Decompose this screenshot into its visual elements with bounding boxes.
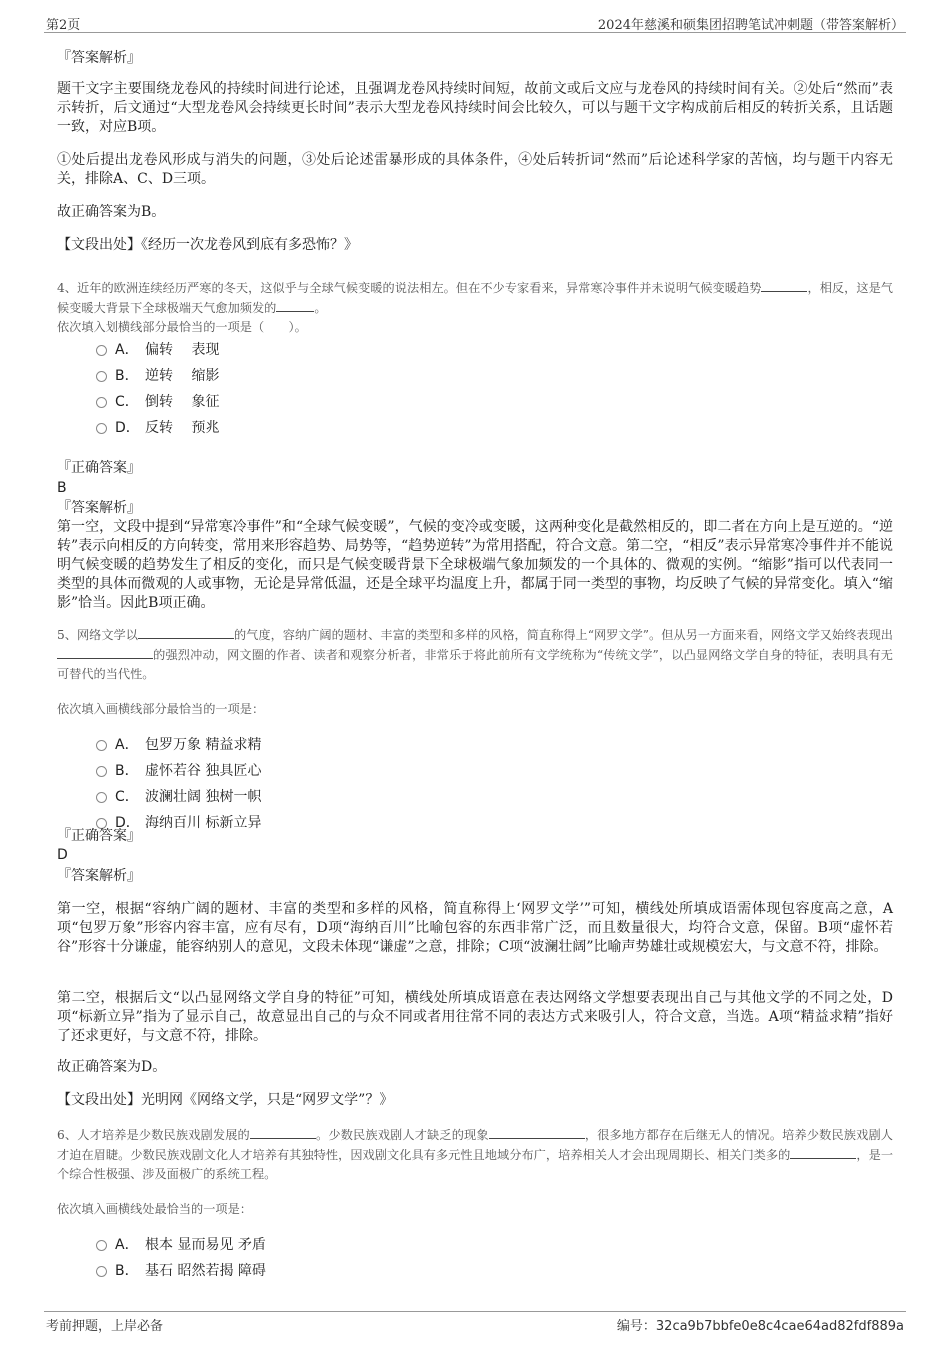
q4-stem: 4、近年的欧洲连续经历严寒的冬天，这似乎与全球气候变暖的说法相左。但在不少专家看来，异常寒冷事件并未说明气候变暖趋势 ，相反，这是气候变暖大背景下全球极端天气愈加频发的 。 [57, 281, 893, 315]
radio-icon[interactable] [96, 345, 107, 356]
radio-icon[interactable] [96, 766, 107, 777]
q6-prompt: 依次填入画横线处最恰当的一项是： [57, 1202, 252, 1216]
q5-correct-value: D [57, 847, 68, 863]
document-title: 2024年慈溪和硕集团招聘笔试冲刺题（带答案解析） [597, 18, 904, 33]
header-divider [44, 32, 906, 33]
blank [790, 1146, 856, 1159]
q5-analysis-paragraph-2: 第二空，根据后文“以凸显网络文学自身的特征”可知，横线处所填成语意在表达网络文学想要表现出自己与其他文学的不同之处，D项“标新立异”指为了显示自己，故意显出自己的与众不同或者用往常不同的表达方式来吸引人，符合文意，当选。A项“精益求精”指好了还求更好，与文意不符，排除。 [57, 990, 893, 1044]
radio-icon[interactable] [96, 423, 107, 434]
q3-source: 【文段出处】《经历一次龙卷风到底有多恐怖？》 [57, 237, 358, 253]
q6-stem: 6、人才培养是少数民族戏剧发展的 。少数民族戏剧人才缺乏的现象 ，很多地方都存在后继无人的情况。培养少数民族戏剧人才迫在眉睫。少数民族戏剧文化人才培养有其独特性，因戏剧文化具有多元性且地域分布广，培养相关人才会出现周期长、相关门类多的 ，是一个综合性极强、涉及面极广的系统工程。 [57, 1128, 894, 1181]
blank [250, 1126, 316, 1139]
blank [276, 299, 314, 312]
blank [489, 1126, 585, 1139]
blank [138, 626, 234, 639]
q4-analysis-label: 『答案解析』 [57, 500, 141, 516]
q5-stem: 5、网络文学以 的气度，容纳广阔的题材、丰富的类型和多样的风格，简直称得上“网罗文学”。但从另一方面来看，网络文学又始终表现出的强烈冲动，网文圈的作者、读者和观察分析者，非常乐于将此前所有文学统称为“传统文学”，以凸显网络文学自身的特征，表明具有无可替代的当代性。 [57, 628, 893, 681]
q5-analysis-paragraph-1: 第一空，根据“容纳广阔的题材、丰富的类型和多样的风格，简直称得上‘网罗文学’”可知，横线处所填成语需体现包容度高之意，A项“包罗万象”形容内容丰富，应有尽有，D项“海纳百川”比喻包容的东西非常广泛，而且数量很大，均符合文意，保留。B项“虚怀若谷”形容十分谦虚，能容纳别人的意见，文段未体现“谦虚”之意，排除；C项“波澜壮阔”比喻声势雄壮或规模宏大，与文意不符，排除。 [57, 901, 893, 955]
blank [57, 646, 153, 659]
page-number: 第2页 [46, 18, 81, 33]
q4-correct-label: 『正确答案』 [57, 460, 141, 476]
radio-icon[interactable] [96, 740, 107, 751]
footer-divider [44, 1311, 906, 1312]
radio-icon[interactable] [96, 1266, 107, 1277]
q3-analysis-label: 『答案解析』 [57, 50, 141, 66]
radio-icon[interactable] [96, 792, 107, 803]
radio-icon[interactable] [96, 397, 107, 408]
document-code: 编号：32ca9b7bbfe0e8c4cae64ad82fdf889a [616, 1319, 904, 1334]
q5-prompt: 依次填入画横线部分最恰当的一项是： [57, 702, 265, 716]
q4-prompt: 依次填入划横线部分最恰当的一项是（ ）。 [57, 320, 307, 334]
q4-option-d[interactable]: D． 反转 预兆 [96, 418, 219, 438]
q6-option-a[interactable]: A． 根本 显而易见 矛盾 [96, 1235, 266, 1255]
q5-option-d[interactable]: D． 海纳百川 标新立异 [96, 813, 261, 833]
q5-conclusion: 故正确答案为D。 [57, 1059, 167, 1075]
q4-option-b[interactable]: B． 逆转 缩影 [96, 366, 219, 386]
q6-option-b[interactable]: B． 基石 昭然若揭 障碍 [96, 1261, 266, 1281]
radio-icon[interactable] [96, 371, 107, 382]
q4-analysis: 第一空，文段中提到“异常寒冷事件”和“全球气候变暖”，气候的变冷或变暖，这两种变化是截然相反的，即二者在方向上是互逆的。“逆转”表示向相反的方向转变，常用来形容趋势、局势等，“趋势逆转”为常用搭配，符合文意。第二空，“相反”表示异常寒冷事件并不能说明气候变暖的趋势发生了相反的变化，而只是气候变暖背景下全球极端气象加频发的一个具体的、微观的实例。“缩影”指可以代表同一类型的具体而微观的人或事物，无论是异常低温，还是全球平均温度上升，都属于同一类型的事物，均反映了气候的异常变化。填入“缩影”恰当。因此B项正确。 [57, 519, 893, 611]
q5-source: 【文段出处】光明网《网络文学，只是“网罗文学”？》 [57, 1092, 394, 1108]
q3-analysis-paragraph-2: ①处后提出龙卷风形成与消失的问题，③处后论述雷暴形成的具体条件，④处后转折词“然而”后论述科学家的苦恼，均与题干内容无关，排除A、C、D三项。 [57, 152, 893, 187]
q5-option-c[interactable]: C． 波澜壮阔 独树一帜 [96, 787, 261, 807]
q3-analysis-paragraph-1: 题干文字主要围绕龙卷风的持续时间进行论述，且强调龙卷风持续时间短，故前文或后文应与龙卷风的持续时间有关。②处后“然而”表示转折，后文通过“大型龙卷风会持续更长时间”表示大型龙卷风持续时间会比较久，可以与题干文字构成前后相反的转折关系，且话题一致，对应B项。 [57, 81, 893, 135]
q5-analysis-label: 『答案解析』 [57, 868, 141, 884]
q5-correct-label: 『正确答案』 [57, 828, 141, 844]
q3-conclusion: 故正确答案为B。 [57, 204, 166, 220]
radio-icon[interactable] [96, 1240, 107, 1251]
q4-option-c[interactable]: C． 倒转 象征 [96, 392, 219, 412]
q4-option-a[interactable]: A． 偏转 表现 [96, 340, 219, 360]
q5-option-a[interactable]: A． 包罗万象 精益求精 [96, 735, 261, 755]
footer-slogan: 考前押题，上岸必备 [46, 1319, 164, 1334]
q5-option-b[interactable]: B． 虚怀若谷 独具匠心 [96, 761, 261, 781]
blank [761, 279, 807, 292]
q4-correct-value: B [57, 480, 67, 496]
